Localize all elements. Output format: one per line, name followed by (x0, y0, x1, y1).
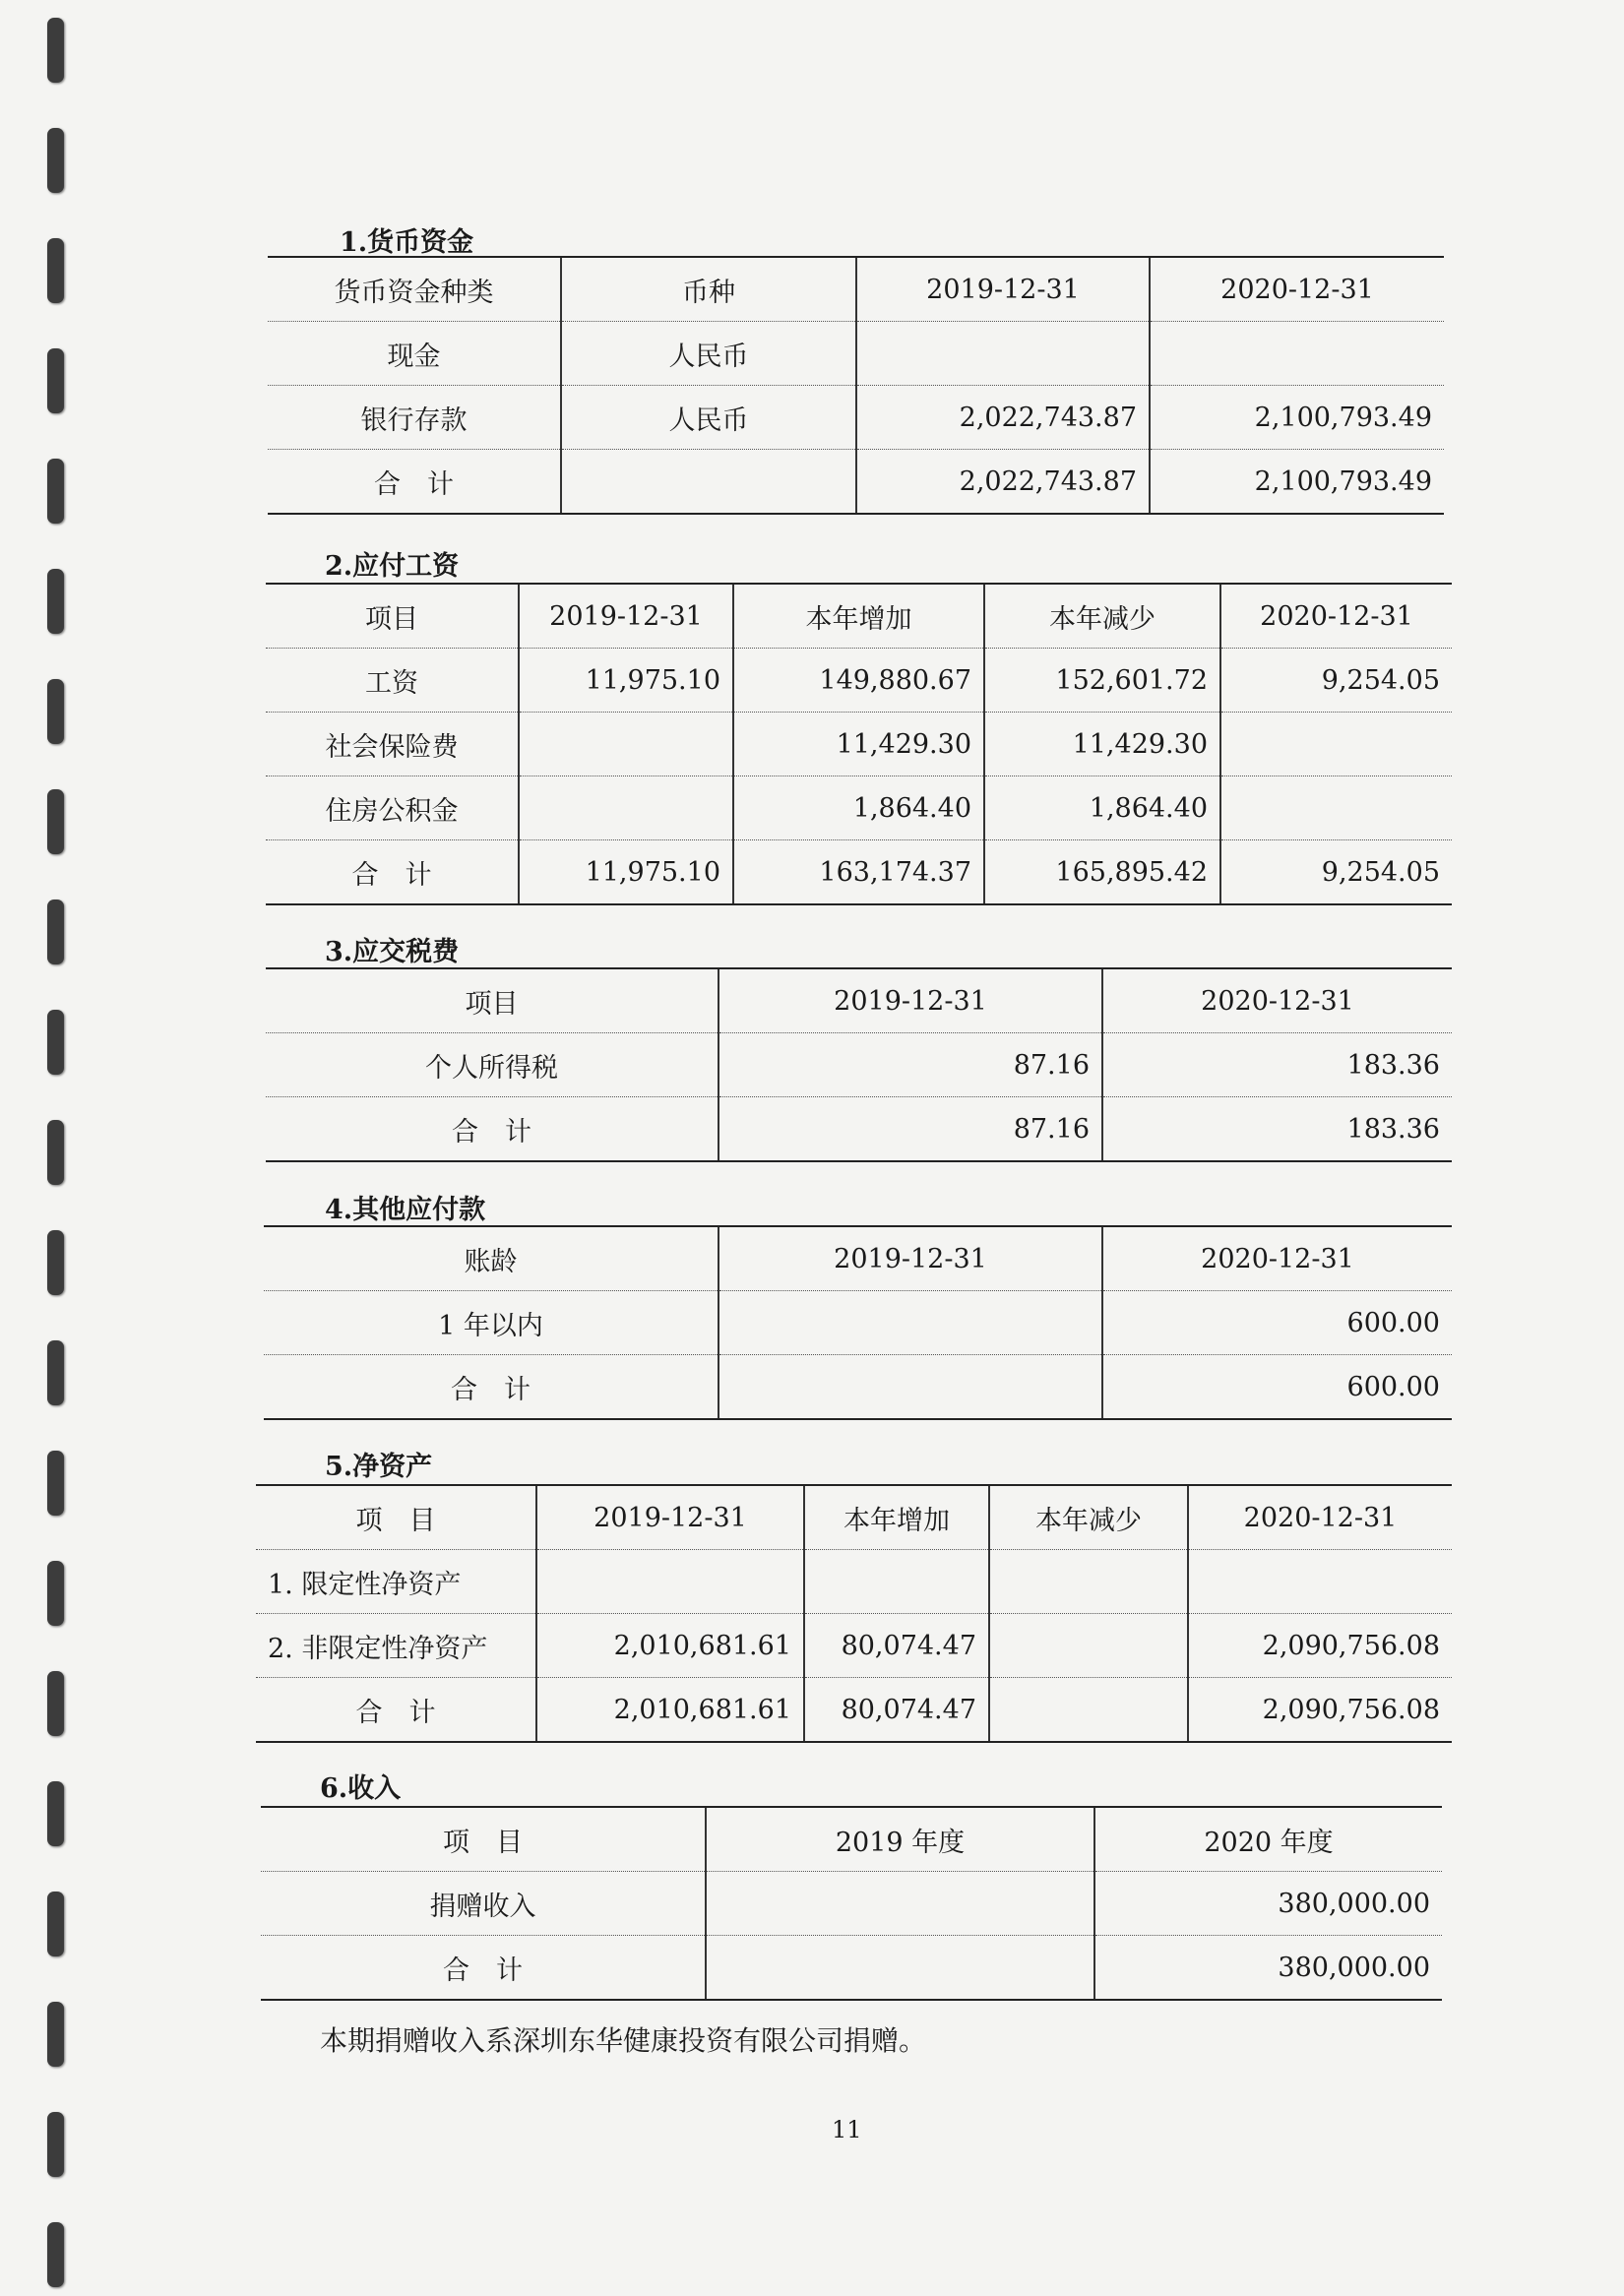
cell: 2,022,743.87 (856, 450, 1150, 515)
header-cell: 项 目 (261, 1807, 706, 1872)
section-title-cash: 1.货币资金 (340, 227, 474, 258)
header-cell: 货币资金种类 (268, 257, 561, 322)
cell: 2,022,743.87 (856, 386, 1150, 450)
cell: 9,254.05 (1220, 840, 1452, 905)
table-row (256, 1614, 1452, 1678)
row-label: 捐赠收入 (261, 1872, 706, 1936)
cell (706, 1872, 1094, 1936)
cell (706, 1936, 1094, 2001)
cell: 165,895.42 (984, 840, 1220, 905)
binding-hole (47, 789, 64, 854)
cell: 11,975.10 (519, 649, 733, 713)
table-header-row (261, 1807, 1442, 1872)
cell (1150, 322, 1444, 386)
header-cell: 2019 年度 (706, 1807, 1094, 1872)
cell: 11,975.10 (519, 840, 733, 905)
section-title-other-payables: 4.其他应付款 (325, 1195, 486, 1225)
table-header-row (268, 257, 1444, 322)
binding-hole (47, 1120, 64, 1185)
cell (536, 1550, 804, 1614)
cell: 2,010,681.61 (536, 1678, 804, 1743)
cell (519, 776, 733, 840)
cell (856, 322, 1150, 386)
header-cell: 2020-12-31 (1102, 968, 1452, 1033)
header-cell: 本年增加 (733, 584, 984, 649)
cell: 600.00 (1102, 1291, 1452, 1355)
row-label: 现金 (268, 322, 561, 386)
row-label: 合 计 (261, 1936, 706, 2001)
cell: 87.16 (718, 1033, 1102, 1097)
table-row (261, 1872, 1442, 1936)
cell: 183.36 (1102, 1033, 1452, 1097)
binding-hole (47, 1010, 64, 1075)
table-other-payables (264, 1225, 1452, 1420)
table-row (264, 1291, 1452, 1355)
table-total-row (266, 840, 1452, 905)
header-cell: 2019-12-31 (718, 1226, 1102, 1291)
row-label: 1 年以内 (264, 1291, 718, 1355)
binding-hole (47, 128, 64, 193)
header-cell: 2020-12-31 (1188, 1485, 1452, 1550)
row-label: 合 计 (266, 840, 519, 905)
cell: 1,864.40 (984, 776, 1220, 840)
cell: 1,864.40 (733, 776, 984, 840)
binding-hole (47, 679, 64, 744)
header-cell: 项目 (266, 584, 519, 649)
header-cell: 币种 (561, 257, 856, 322)
binding-hole (47, 1561, 64, 1626)
row-label: 1. 限定性净资产 (256, 1550, 536, 1614)
row-label: 个人所得税 (266, 1033, 718, 1097)
row-label: 银行存款 (268, 386, 561, 450)
header-cell: 项 目 (256, 1485, 536, 1550)
cell: 11,429.30 (733, 713, 984, 776)
cell (1188, 1550, 1452, 1614)
table-cash (268, 256, 1444, 515)
cell: 2,100,793.49 (1150, 386, 1444, 450)
table-header-row (256, 1485, 1452, 1550)
header-cell: 2019-12-31 (856, 257, 1150, 322)
cell: 2,010,681.61 (536, 1614, 804, 1678)
donation-note: 本期捐赠收入系深圳东华健康投资有限公司捐赠。 (320, 2024, 927, 2057)
cell: 87.16 (718, 1097, 1102, 1162)
cell (519, 713, 733, 776)
cell: 152,601.72 (984, 649, 1220, 713)
table-row (266, 649, 1452, 713)
table-row (268, 386, 1444, 450)
table-header-row (264, 1226, 1452, 1291)
binding-hole (47, 2112, 64, 2177)
table-total-row (264, 1355, 1452, 1420)
binding-hole (47, 1340, 64, 1405)
binding-hole (47, 18, 64, 83)
table-header-row (266, 584, 1452, 649)
cell: 380,000.00 (1094, 1872, 1442, 1936)
header-cell: 项目 (266, 968, 718, 1033)
binding-hole (47, 900, 64, 964)
header-cell: 2020-12-31 (1220, 584, 1452, 649)
table-header-row (266, 968, 1452, 1033)
table-tax (266, 967, 1452, 1162)
table-payroll (266, 583, 1452, 905)
cell: 11,429.30 (984, 713, 1220, 776)
cell (718, 1291, 1102, 1355)
binding-hole (47, 1781, 64, 1846)
section-title-payroll: 2.应付工资 (325, 551, 460, 582)
row-label: 社会保险费 (266, 713, 519, 776)
table-row (268, 322, 1444, 386)
table-total-row (261, 1936, 1442, 2001)
binding-hole (47, 2222, 64, 2287)
cell: 9,254.05 (1220, 649, 1452, 713)
cell (561, 450, 856, 515)
row-label: 住房公积金 (266, 776, 519, 840)
cell: 163,174.37 (733, 840, 984, 905)
cell (804, 1550, 989, 1614)
cell: 2,090,756.08 (1188, 1614, 1452, 1678)
header-cell: 本年增加 (804, 1485, 989, 1550)
cell (989, 1614, 1188, 1678)
binding-strip (39, 0, 69, 2296)
header-cell: 本年减少 (984, 584, 1220, 649)
header-cell: 2020 年度 (1094, 1807, 1442, 1872)
cell (989, 1550, 1188, 1614)
row-label: 合 计 (266, 1097, 718, 1162)
cell: 人民币 (561, 386, 856, 450)
header-cell: 本年减少 (989, 1485, 1188, 1550)
binding-hole (47, 1892, 64, 1956)
cell (718, 1355, 1102, 1420)
cell: 380,000.00 (1094, 1936, 1442, 2001)
row-label: 合 计 (256, 1678, 536, 1743)
header-cell: 2019-12-31 (718, 968, 1102, 1033)
table-total-row (268, 450, 1444, 515)
table-total-row (256, 1678, 1452, 1743)
section-title-tax: 3.应交税费 (325, 937, 460, 967)
table-total-row (266, 1097, 1452, 1162)
table-row (256, 1550, 1452, 1614)
cell (989, 1678, 1188, 1743)
binding-hole (47, 1230, 64, 1295)
table-row (266, 713, 1452, 776)
cell: 600.00 (1102, 1355, 1452, 1420)
cell: 80,074.47 (804, 1614, 989, 1678)
table-income (261, 1806, 1442, 2001)
header-cell: 账龄 (264, 1226, 718, 1291)
cell (1220, 776, 1452, 840)
header-cell: 2019-12-31 (519, 584, 733, 649)
cell: 183.36 (1102, 1097, 1452, 1162)
binding-hole (47, 1451, 64, 1516)
row-label: 合 计 (264, 1355, 718, 1420)
binding-hole (47, 1671, 64, 1736)
section-title-net-assets: 5.净资产 (325, 1452, 433, 1482)
binding-hole (47, 2002, 64, 2067)
binding-hole (47, 569, 64, 634)
header-cell: 2019-12-31 (536, 1485, 804, 1550)
cell (1220, 713, 1452, 776)
binding-hole (47, 459, 64, 524)
binding-hole (47, 348, 64, 413)
cell: 2,100,793.49 (1150, 450, 1444, 515)
page-number: 11 (832, 2116, 862, 2143)
row-label: 2. 非限定性净资产 (256, 1614, 536, 1678)
row-label: 工资 (266, 649, 519, 713)
cell: 人民币 (561, 322, 856, 386)
header-cell: 2020-12-31 (1102, 1226, 1452, 1291)
cell: 80,074.47 (804, 1678, 989, 1743)
table-row (266, 1033, 1452, 1097)
table-net-assets (256, 1484, 1452, 1743)
binding-hole (47, 238, 64, 303)
section-title-income: 6.收入 (320, 1773, 402, 1804)
row-label: 合 计 (268, 450, 561, 515)
table-row (266, 776, 1452, 840)
cell: 2,090,756.08 (1188, 1678, 1452, 1743)
cell: 149,880.67 (733, 649, 984, 713)
header-cell: 2020-12-31 (1150, 257, 1444, 322)
